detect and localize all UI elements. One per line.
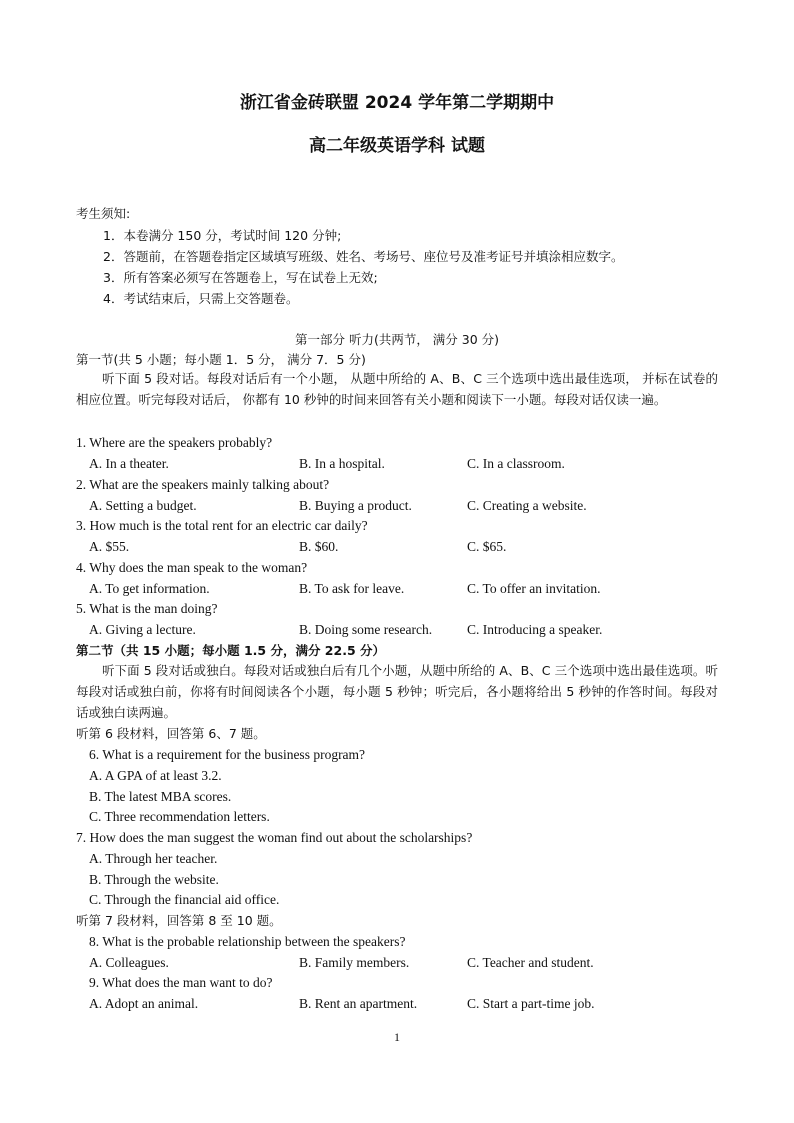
option-9c: C. Start a part-time job. <box>467 996 595 1011</box>
option-5c: C. Introducing a speaker. <box>467 622 603 637</box>
section2-title: 第二节（共 15 小题；每小题 1.5 分，满分 22.5 分） <box>76 643 385 658</box>
notice-item-1: 1．本卷满分 150 分，考试时间 120 分钟; <box>103 228 342 243</box>
option-1c: C. In a classroom. <box>467 456 565 471</box>
notice-item-2: 2．答题前，在答题卷指定区域填写班级、姓名、考场号、座位号及准考证号并填涂相应数字。 <box>103 249 624 264</box>
option-9b: B. Rent an apartment. <box>299 996 418 1011</box>
option-4c: C. To offer an invitation. <box>467 581 601 596</box>
exam-subtitle: 高二年级英语学科 试题 <box>309 136 485 156</box>
option-7a: A. Through her teacher. <box>89 851 218 866</box>
question-5: 5. What is the man doing? <box>76 601 218 616</box>
question-4: 4. Why does the man speak to the woman? <box>76 560 308 575</box>
question-3: 3. How much is the total rent for an electric car daily? <box>76 518 368 533</box>
option-2c: C. Creating a website. <box>467 498 587 513</box>
notice-heading: 考生须知: <box>76 206 131 221</box>
option-7c: C. Through the financial aid office. <box>89 892 280 907</box>
option-2b: B. Buying a product. <box>299 498 412 513</box>
section1-instructions: 听下面 5 段对话。每段对话后有一个小题， 从题中所给的 A、B、C 三个选项中选出最佳选项， 并标在试卷的相应位置。听完每段对话后， 你都有 10 秒钟的时间来回答有关小题和阅读下一小题。每段对话仅读一遍。 <box>76 371 718 407</box>
option-3c: C. $65. <box>467 539 507 554</box>
option-3a: A. $55. <box>89 539 130 554</box>
option-3b: B. $60. <box>299 539 339 554</box>
option-4a: A. To get information. <box>89 581 210 596</box>
option-5b: B. Doing some research. <box>299 622 433 637</box>
option-8b: B. Family members. <box>299 955 410 970</box>
option-7b: B. Through the website. <box>89 872 219 887</box>
option-6b: B. The latest MBA scores. <box>89 789 232 804</box>
option-9a: A. Adopt an animal. <box>89 996 199 1011</box>
page-number: 1 <box>394 1030 400 1044</box>
question-7: 7. How does the man suggest the woman find out about the scholarships? <box>76 830 473 845</box>
option-8a: A. Colleagues. <box>89 955 169 970</box>
option-1a: A. In a theater. <box>89 456 169 471</box>
option-8c: C. Teacher and student. <box>467 955 594 970</box>
part1-title: 第一部分 听力(共两节， 满分 30 分) <box>294 332 500 347</box>
exam-title: 浙江省金砖联盟 2024 学年第二学期期中 <box>239 93 555 113</box>
question-2: 2. What are the speakers mainly talking about? <box>76 477 330 492</box>
section1-title: 第一节(共 5 小题；每小题 1．5 分， 满分 7．5 分) <box>76 352 366 367</box>
material-7-intro: 听第 7 段材料，回答第 8 至 10 题。 <box>76 913 282 928</box>
section2-instructions: 听下面 5 段对话或独白。每段对话或独白后有几个小题，从题中所给的 A、B、C 三个选项中选出最佳选项。听每段对话或独白前，你将有时间阅读各个小题，每小题 5 秒钟；听完后，各小题将给出 5 秒钟的作答时间。每段对话或独白读两遍。 <box>76 663 718 720</box>
option-6a: A. A GPA of at least 3.2. <box>89 768 222 783</box>
question-1: 1. Where are the speakers probably? <box>76 435 273 450</box>
notice-item-3: 3．所有答案必须写在答题卷上，写在试卷上无效; <box>103 270 378 285</box>
question-8: 8. What is the probable relationship between the speakers? <box>89 934 406 949</box>
option-5a: A. Giving a lecture. <box>89 622 196 637</box>
question-6: 6. What is a requirement for the business program? <box>89 747 366 762</box>
notice-item-4: 4．考试结束后，只需上交答题卷。 <box>103 291 299 306</box>
option-1b: B. In a hospital. <box>299 456 385 471</box>
material-6-intro: 听第 6 段材料，回答第 6、7 题。 <box>76 726 266 741</box>
question-9: 9. What does the man want to do? <box>89 975 273 990</box>
option-6c: C. Three recommendation letters. <box>89 809 270 824</box>
option-4b: B. To ask for leave. <box>299 581 405 596</box>
option-2a: A. Setting a budget. <box>89 498 197 513</box>
